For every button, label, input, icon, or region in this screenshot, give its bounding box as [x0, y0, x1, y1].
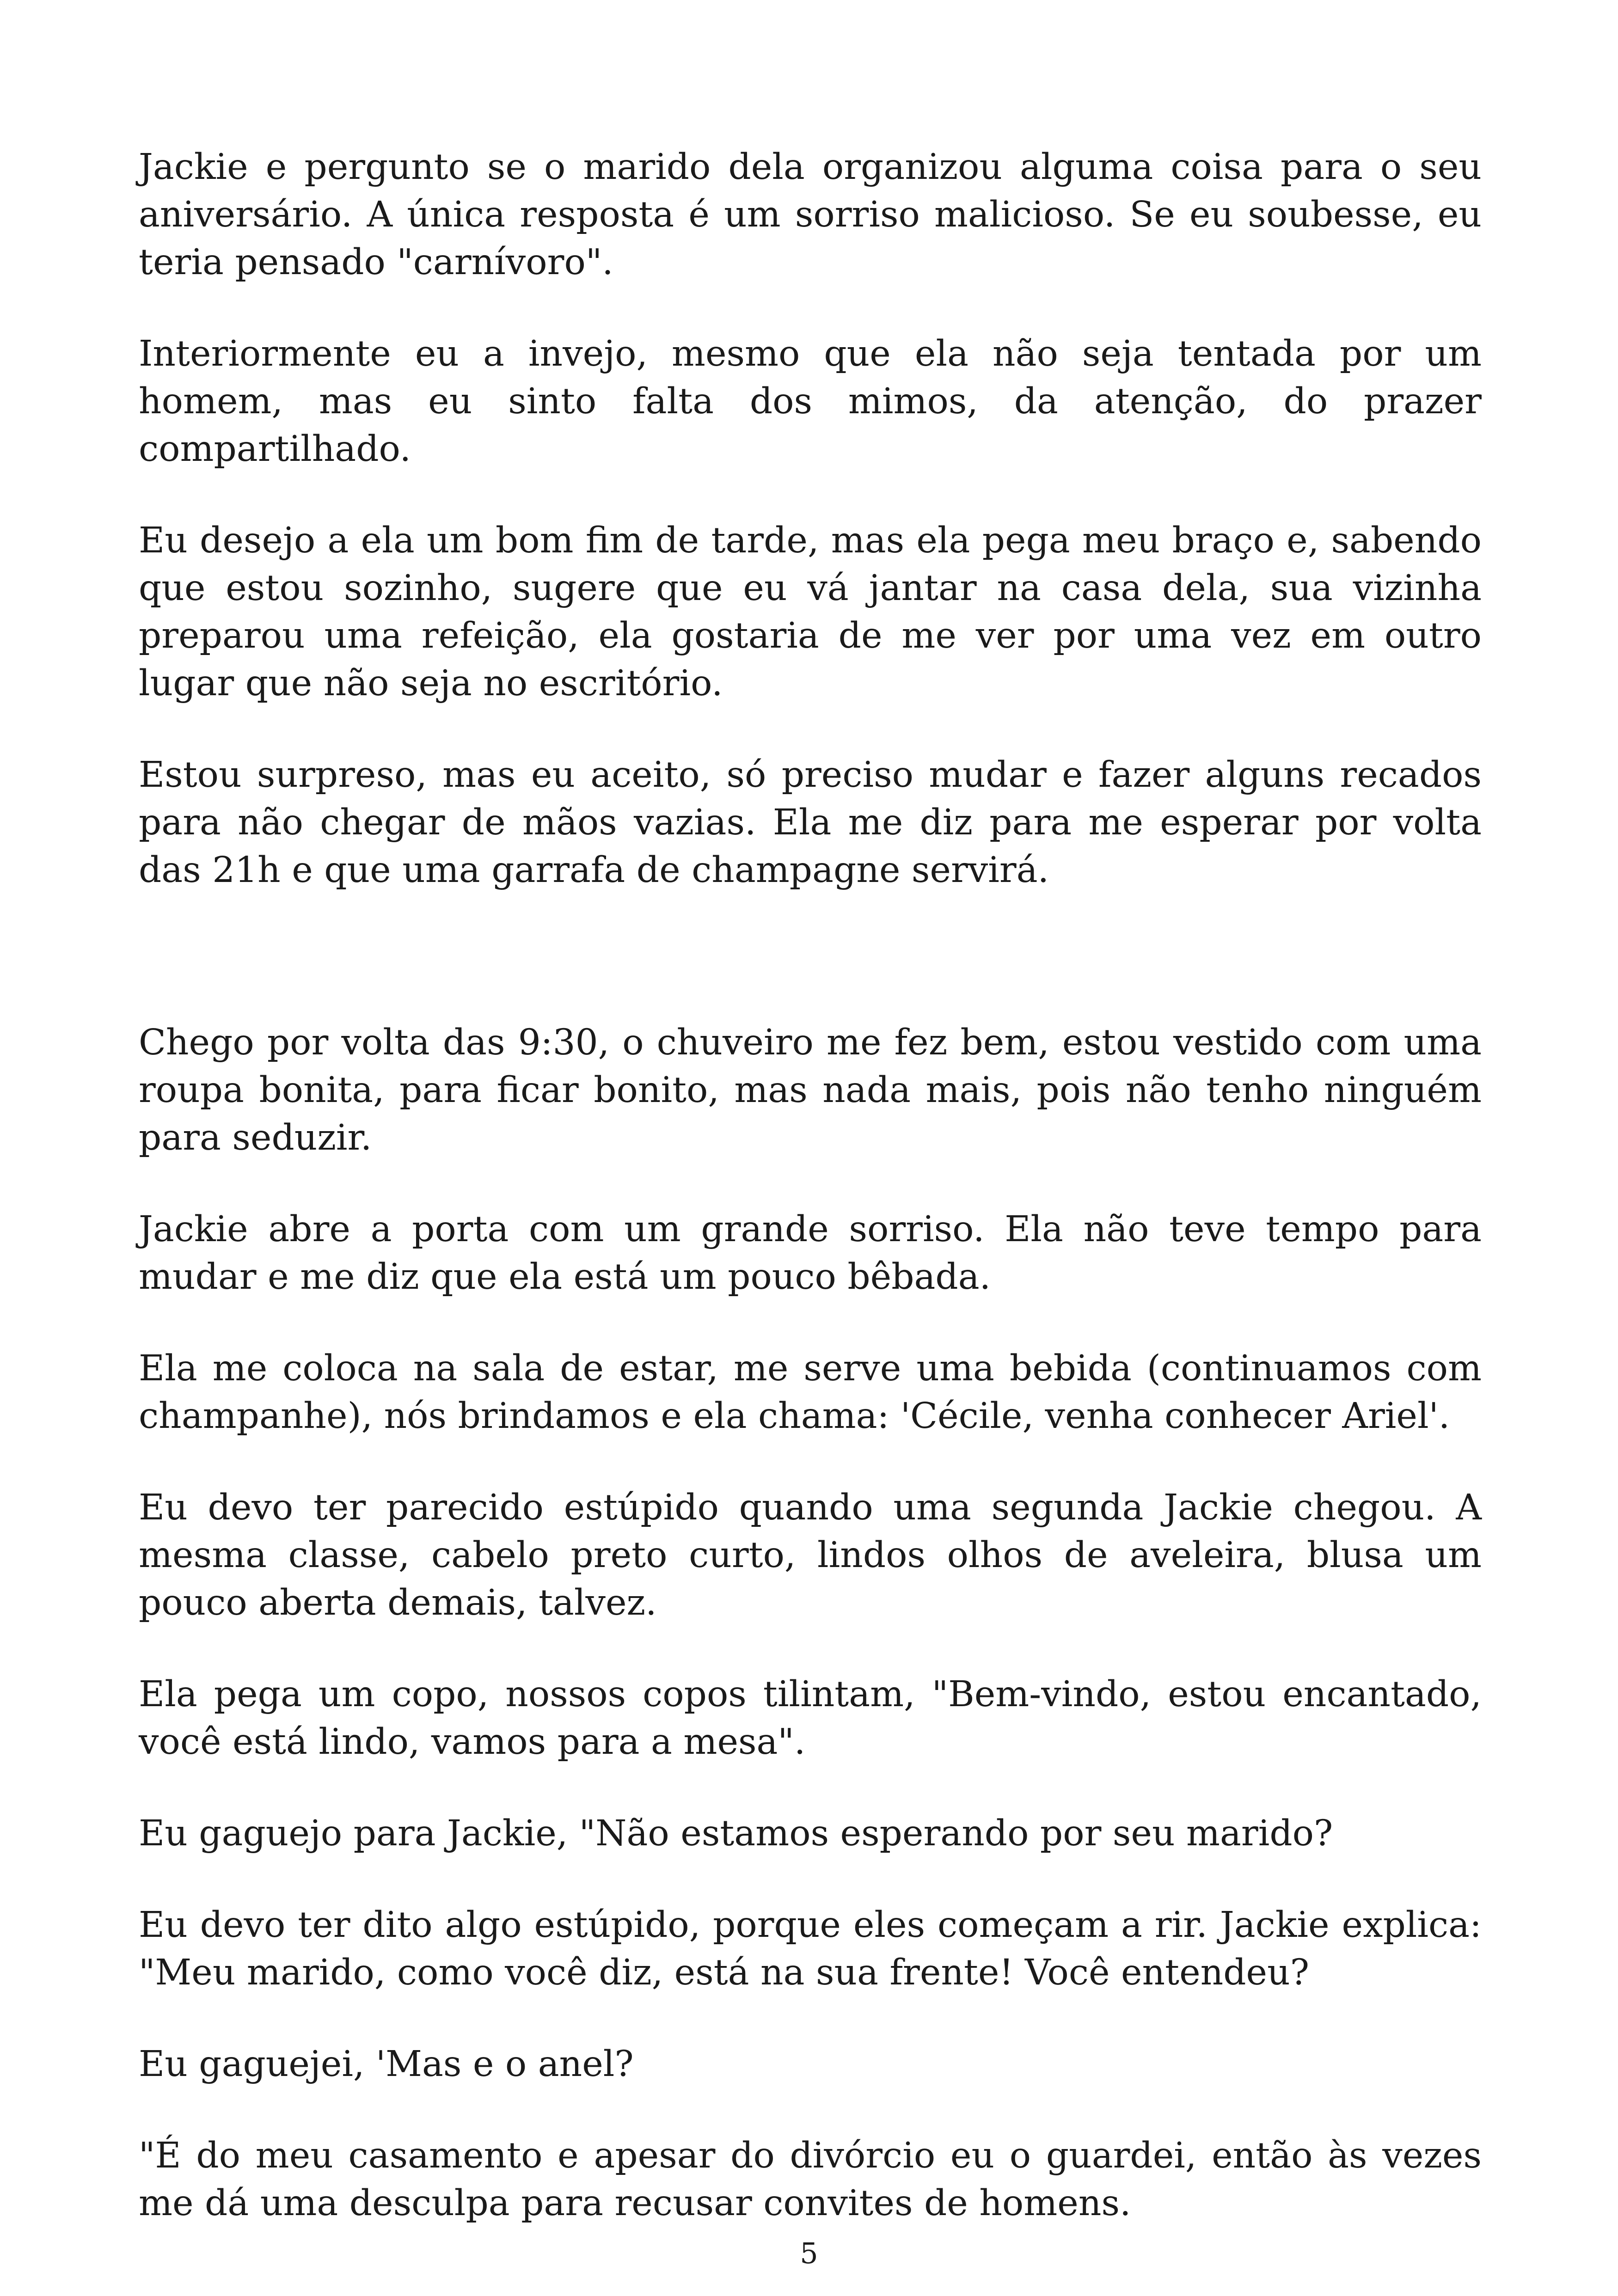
paragraph: Interiormente eu a invejo, mesmo que ela não seja tentada por um homem, mas eu sinto falta dos mimos, da atenção, do prazer compartilhado. [139, 333, 1482, 470]
page-number: 5 [800, 2236, 818, 2270]
paragraph: Ela pega um copo, nossos copos tilintam, "Bem-vindo, estou encantado, você está lindo, vamos para a mesa". [139, 1674, 1482, 1763]
paragraph: Jackie e pergunto se o marido dela organizou alguma coisa para o seu aniversário. A única resposta é um sorriso malicioso. Se eu soubesse, eu teria pensado "carnívoro". [139, 147, 1482, 283]
paragraph: Estou surpreso, mas eu aceito, só preciso mudar e fazer alguns recados para não chegar de mãos vazias. Ela me diz para me esperar por volta das 21h e que uma garrafa de champagne servirá. [139, 754, 1482, 891]
paragraph: Eu devo ter parecido estúpido quando uma segunda Jackie chegou. A mesma classe, cabelo preto curto, lindos olhos de aveleira, blusa um pouco aberta demais, talvez. [139, 1487, 1482, 1623]
paragraph: Ela me coloca na sala de estar, me serve uma bebida (continuamos com champanhe), nós brindamos e ela chama: 'Cécile, venha conhecer Ariel'. [139, 1348, 1482, 1437]
paragraph: Eu devo ter dito algo estúpido, porque eles começam a rir. Jackie explica: "Meu marido, como você diz, está na sua frente! Você entendeu? [139, 1904, 1482, 1993]
paragraph: Jackie abre a porta com um grande sorriso. Ela não teve tempo para mudar e me diz que ela está um pouco bêbada. [139, 1209, 1482, 1298]
paragraph: "É do meu casamento e apesar do divórcio eu o guardei, então às vezes me dá uma desculpa para recusar convites de homens. [139, 2135, 1482, 2224]
text-body [139, 143, 1482, 2271]
paragraph: Chego por volta das 9:30, o chuveiro me fez bem, estou vestido com uma roupa bonita, para ficar bonito, mas nada mais, pois não tenho ninguém para seduzir. [139, 1022, 1482, 1158]
paragraph: Eu desejo a ela um bom fim de tarde, mas ela pega meu braço e, sabendo que estou sozinho, sugere que eu vá jantar na casa dela, sua vizinha preparou uma refeição, ela gostaria de me ver por uma vez em outro lugar que não seja no escritório. [139, 520, 1482, 704]
paragraph: Eu gaguejei, 'Mas e o anel? [139, 2044, 634, 2085]
paragraph: Eu gaguejo para Jackie, "Não estamos esperando por seu marido? [139, 1813, 1333, 1854]
